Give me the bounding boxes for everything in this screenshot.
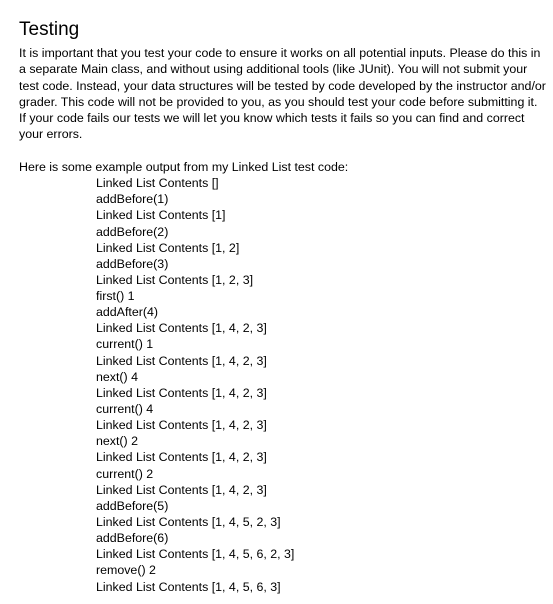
output-line: Linked List Contents [1, 4, 2, 3]	[96, 418, 267, 433]
output-line: current() 2	[96, 466, 154, 481]
output-line: Linked List Contents [1]	[96, 208, 226, 223]
paragraph-line: a separate Main class, and without using additional tools (like JUnit). You will not submit your	[19, 62, 528, 77]
section-heading: Testing	[19, 19, 80, 40]
output-line: Linked List Contents []	[96, 176, 219, 191]
output-line: next() 2	[96, 434, 139, 449]
paragraph-line: grader. This code will not be provided to you, as you should test your code before submitting it.	[19, 94, 538, 109]
output-line: remove() 2	[96, 563, 156, 578]
output-line: Linked List Contents [1, 2]	[96, 240, 240, 255]
output-line: Linked List Contents [1, 4, 5, 2, 3]	[96, 515, 281, 530]
output-line: Linked List Contents [1, 4, 2, 3]	[96, 450, 267, 465]
example-intro: Here is some example output from my Linked List test code:	[19, 159, 349, 174]
output-line: next() 4	[96, 369, 139, 384]
output-line: addBefore(2)	[96, 224, 169, 239]
output-line: addBefore(1)	[96, 192, 169, 207]
output-line: current() 1	[96, 337, 154, 352]
output-line: current() 4	[96, 402, 154, 417]
paragraph-line: your errors.	[19, 127, 83, 142]
paragraph-line: It is important that you test your code to ensure it works on all potential inputs. Please do this in	[19, 46, 541, 60]
output-line: Linked List Contents [1, 4, 5, 6, 3]	[96, 579, 281, 594]
output-line: first() 1	[96, 289, 135, 304]
output-line: Linked List Contents [1, 4, 5, 6, 2, 3]	[96, 547, 295, 562]
output-line: Linked List Contents [1, 4, 2, 3]	[96, 385, 267, 400]
output-line: Linked List Contents [1, 2, 3]	[96, 272, 254, 287]
output-line: addBefore(6)	[96, 531, 169, 546]
testing-paragraph	[19, 45, 546, 143]
output-line: addBefore(5)	[96, 498, 169, 513]
output-line: addAfter(4)	[96, 305, 158, 320]
output-line: addBefore(3)	[96, 256, 169, 271]
output-line: Linked List Contents [1, 4, 2, 3]	[96, 482, 267, 497]
paragraph-line: If your code fails our tests we will let you know which tests it fails so you can find and correct	[19, 111, 525, 126]
output-line: Linked List Contents [1, 4, 2, 3]	[96, 353, 267, 368]
example-output-list	[19, 175, 539, 595]
paragraph-line: test code. Instead, your data structures will be tested by code developed by the instructor and/or	[19, 78, 546, 93]
output-line: Linked List Contents [1, 4, 2, 3]	[96, 321, 267, 336]
document-page	[19, 18, 546, 595]
